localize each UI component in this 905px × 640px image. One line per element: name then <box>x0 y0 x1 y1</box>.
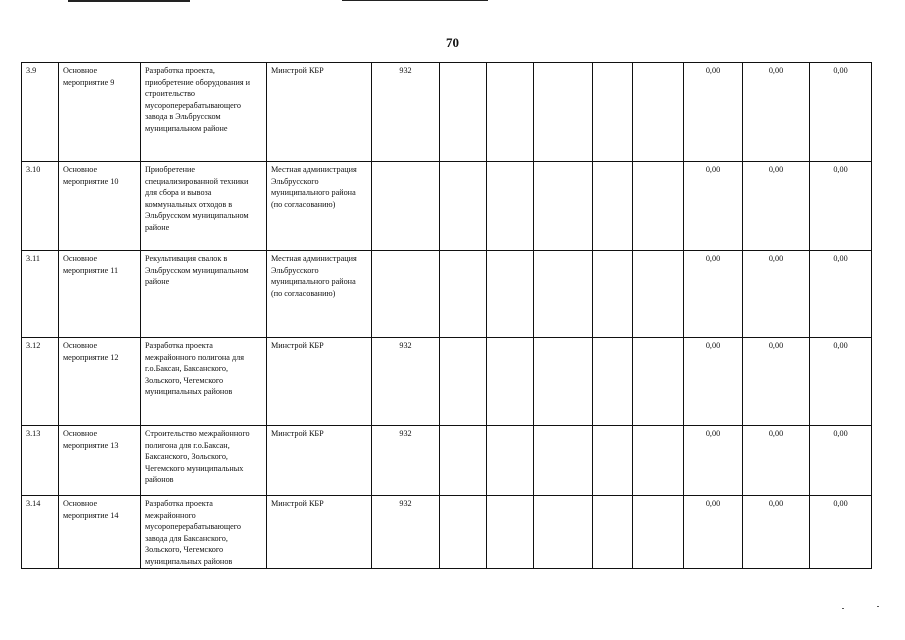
row-responsible: Минстрой КБР <box>267 496 372 569</box>
table-row <box>22 162 872 251</box>
row-name: Разработка проекта, приобретение оборудования и строительство мусороперерабатывающего завода в Эльбрусском муниципальном районе <box>141 63 267 162</box>
row-name: Разработка проекта межрайонного мусороперерабатывающего завода для Баксанского, Зольского, Чегемского муниципальных районов <box>141 496 267 569</box>
empty-cell <box>593 162 633 251</box>
empty-cell <box>487 496 534 569</box>
row-value-2: 0,00 <box>743 496 810 569</box>
page-number: 70 <box>446 35 459 50</box>
row-code: 932 <box>372 63 440 162</box>
empty-cell <box>593 251 633 338</box>
row-value-3: 0,00 <box>810 496 872 569</box>
empty-cell <box>487 338 534 426</box>
row-name: Разработка проекта межрайонного полигона для г.о.Баксан, Баксанского, Зольского, Чегемского муниципальных районов <box>141 338 267 426</box>
empty-cell <box>440 63 487 162</box>
row-status: Основное мероприятие 12 <box>59 338 141 426</box>
row-code <box>372 251 440 338</box>
row-value-3: 0,00 <box>810 426 872 496</box>
activities-table <box>21 62 872 569</box>
row-value-1: 0,00 <box>684 426 743 496</box>
empty-cell <box>487 63 534 162</box>
row-number: 3.13 <box>22 426 59 496</box>
empty-cell <box>593 496 633 569</box>
row-number: 3.9 <box>22 63 59 162</box>
row-value-2: 0,00 <box>743 426 810 496</box>
top-rule-left <box>68 0 190 2</box>
empty-cell <box>440 251 487 338</box>
row-status: Основное мероприятие 10 <box>59 162 141 251</box>
row-name: Рекультивация свалок в Эльбрусском муниципальном районе <box>141 251 267 338</box>
table-row <box>22 338 872 426</box>
row-status: Основное мероприятие 14 <box>59 496 141 569</box>
table-row <box>22 251 872 338</box>
empty-cell <box>534 496 593 569</box>
row-value-3: 0,00 <box>810 162 872 251</box>
empty-cell <box>534 251 593 338</box>
empty-cell <box>440 426 487 496</box>
table-row <box>22 426 872 496</box>
row-value-2: 0,00 <box>743 63 810 162</box>
row-value-2: 0,00 <box>743 251 810 338</box>
row-name: Строительство межрайонного полигона для г.о.Баксан, Баксанского, Зольского, Чегемского муниципальных районов <box>141 426 267 496</box>
row-responsible: Местная администрация Эльбрусского муниципального района (по согласованию) <box>267 251 372 338</box>
empty-cell <box>633 162 684 251</box>
row-value-3: 0,00 <box>810 251 872 338</box>
row-value-2: 0,00 <box>743 338 810 426</box>
empty-cell <box>440 496 487 569</box>
row-status: Основное мероприятие 9 <box>59 63 141 162</box>
row-value-1: 0,00 <box>684 251 743 338</box>
empty-cell <box>633 338 684 426</box>
table-row <box>22 63 872 162</box>
empty-cell <box>593 426 633 496</box>
table-row <box>22 496 872 569</box>
empty-cell <box>633 63 684 162</box>
empty-cell <box>534 162 593 251</box>
row-number: 3.12 <box>22 338 59 426</box>
row-code: 932 <box>372 496 440 569</box>
row-code <box>372 162 440 251</box>
row-value-2: 0,00 <box>743 162 810 251</box>
empty-cell <box>633 251 684 338</box>
row-responsible: Минстрой КБР <box>267 338 372 426</box>
row-number: 3.11 <box>22 251 59 338</box>
empty-cell <box>534 338 593 426</box>
row-number: 3.14 <box>22 496 59 569</box>
row-value-1: 0,00 <box>684 162 743 251</box>
row-name: Приобретение специализированной техники для сбора и вывоза коммунальных отходов в Эльбрусском муниципальном районе <box>141 162 267 251</box>
row-status: Основное мероприятие 11 <box>59 251 141 338</box>
row-responsible: Минстрой КБР <box>267 426 372 496</box>
empty-cell <box>534 426 593 496</box>
row-value-1: 0,00 <box>684 496 743 569</box>
top-rule-right <box>342 0 488 1</box>
scan-speck <box>877 606 879 607</box>
row-responsible: Местная администрация Эльбрусского муниципального района (по согласованию) <box>267 162 372 251</box>
row-number: 3.10 <box>22 162 59 251</box>
row-value-3: 0,00 <box>810 338 872 426</box>
empty-cell <box>440 338 487 426</box>
row-status: Основное мероприятие 13 <box>59 426 141 496</box>
empty-cell <box>487 426 534 496</box>
row-responsible: Минстрой КБР <box>267 63 372 162</box>
row-code: 932 <box>372 426 440 496</box>
row-code: 932 <box>372 338 440 426</box>
empty-cell <box>633 426 684 496</box>
empty-cell <box>487 251 534 338</box>
empty-cell <box>440 162 487 251</box>
scan-speck <box>842 608 844 609</box>
empty-cell <box>593 63 633 162</box>
empty-cell <box>534 63 593 162</box>
empty-cell <box>633 496 684 569</box>
row-value-1: 0,00 <box>684 338 743 426</box>
row-value-3: 0,00 <box>810 63 872 162</box>
row-value-1: 0,00 <box>684 63 743 162</box>
empty-cell <box>593 338 633 426</box>
empty-cell <box>487 162 534 251</box>
